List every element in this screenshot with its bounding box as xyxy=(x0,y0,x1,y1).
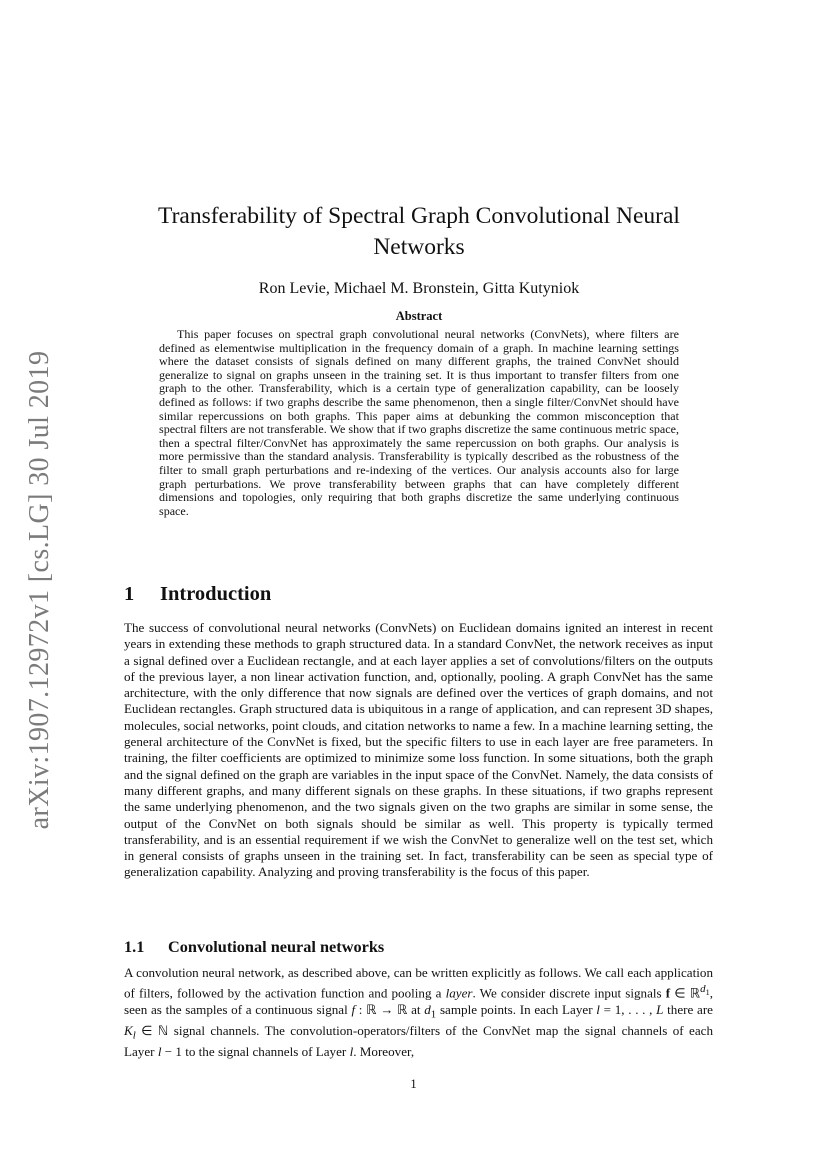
subsection-heading-cnn xyxy=(124,937,384,957)
author-list: Ron Levie, Michael M. Bronstein, Gitta Kutyniok xyxy=(258,280,580,297)
abstract-text: This paper focuses on spectral graph convolutional neural networks (ConvNets), where filters are defined as elementwise multiplication in the frequency domain of a graph. In machine learning settings where the dataset consists of signals defined on many different graphs, the trained ConvNet should generalize to signal on graphs unseen in the training set. It is thus important to transfer filters from one graph to the other. Transferability, which is a certain type of generalization capability, can be loosely defined as follows: if two graphs describe the same phenomenon, then a single filter/ConvNet should have similar repercussions on both graphs. This paper aims at debunking the common misconception that spectral filters are not transferable. We show that if two graphs discretize the same continuous metric space, then a spectral filter/ConvNet has approximately the same repercussion on both graphs. Our analysis is more permissive than the standard analysis. Transferability is typically described as the robustness of the filter to small graph perturbations and re-indexing of the vertices. Our analysis accounts also for large graph perturbations. We prove transferability between graphs that can have completely different dimensions and topologies, only requiring that both graphs discretize the same underlying continuous space. xyxy=(159,327,679,518)
section-number: 1 xyxy=(124,583,135,605)
introduction-paragraph: The success of convolutional neural networks (ConvNets) on Euclidean domains ignited an interest in recent years in extending these methods to graph structured data. In a standard ConvNet, the network receives as input a signal defined over a Euclidean rectangle, and at each layer applies a set of convolutions/filters on the outputs of the previous layer, a non linear activation function, and, optionally, pooling. A graph ConvNet has the same architecture, with the only difference that now signals are defined over the vertices of graph domains, and not Euclidean rectangles. Graph structured data is ubiquitous in a range of application, and can represent 3D shapes, molecules, social networks, point clouds, and citation networks to name a few. In a machine learning setting, the general architecture of the ConvNet is fixed, but the specific filters to use in each layer are free parameters. In training, the filter coefficients are optimized to minimize some loss function. In some situations, both the graph and the signal defined on the graph are variables in the input space of the ConvNet. Namely, the data consists of many different graphs, and many different signals on these graphs. In these situations, if two graphs represent the same underlying phenomenon, and the two signals given on the two graphs are similar in some sense, the output of the ConvNet on both signals should be similar as well. This property is typically termed transferability, and is an essential requirement if we wish the ConvNet to generalize well on the test set, which in general consists of graphs unseen in the training set. In fact, transferability can be seen as special type of generalization capability. Analyzing and proving transferability is the focus of this paper. xyxy=(124,620,713,880)
subsection-number: 1.1 xyxy=(124,937,145,956)
abstract-heading: Abstract xyxy=(395,309,443,323)
paper-title: Transferability of Spectral Graph Convolutional Neural Networks xyxy=(158,203,680,260)
cnn-paragraph: A convolution neural network, as described above, can be written explicitly as follows. We call each application of filters, followed by the activation function and pooling a layer. We consider discrete input signals f ∈ ℝ$^{d_1}$, seen as the samples of a continuous signal f : ℝ → ℝ at $d_1$ sample points. In each Layer l = 1, . . . , L there are $K_l$ ∈ ℕ signal channels. The convolution-operators/filters of the ConvNet map the signal channels of each Layer l − 1 to the signal channels of Layer l. Moreover, xyxy=(124,965,713,1059)
page-number: 1 xyxy=(410,1076,417,1091)
arxiv-identifier: arXiv:1907.12972v1 [cs.LG] 30 Jul 2019 xyxy=(24,350,55,830)
subsection-title: Convolutional neural networks xyxy=(168,937,385,956)
section-title: Introduction xyxy=(160,583,272,605)
section-heading-introduction xyxy=(124,583,271,606)
